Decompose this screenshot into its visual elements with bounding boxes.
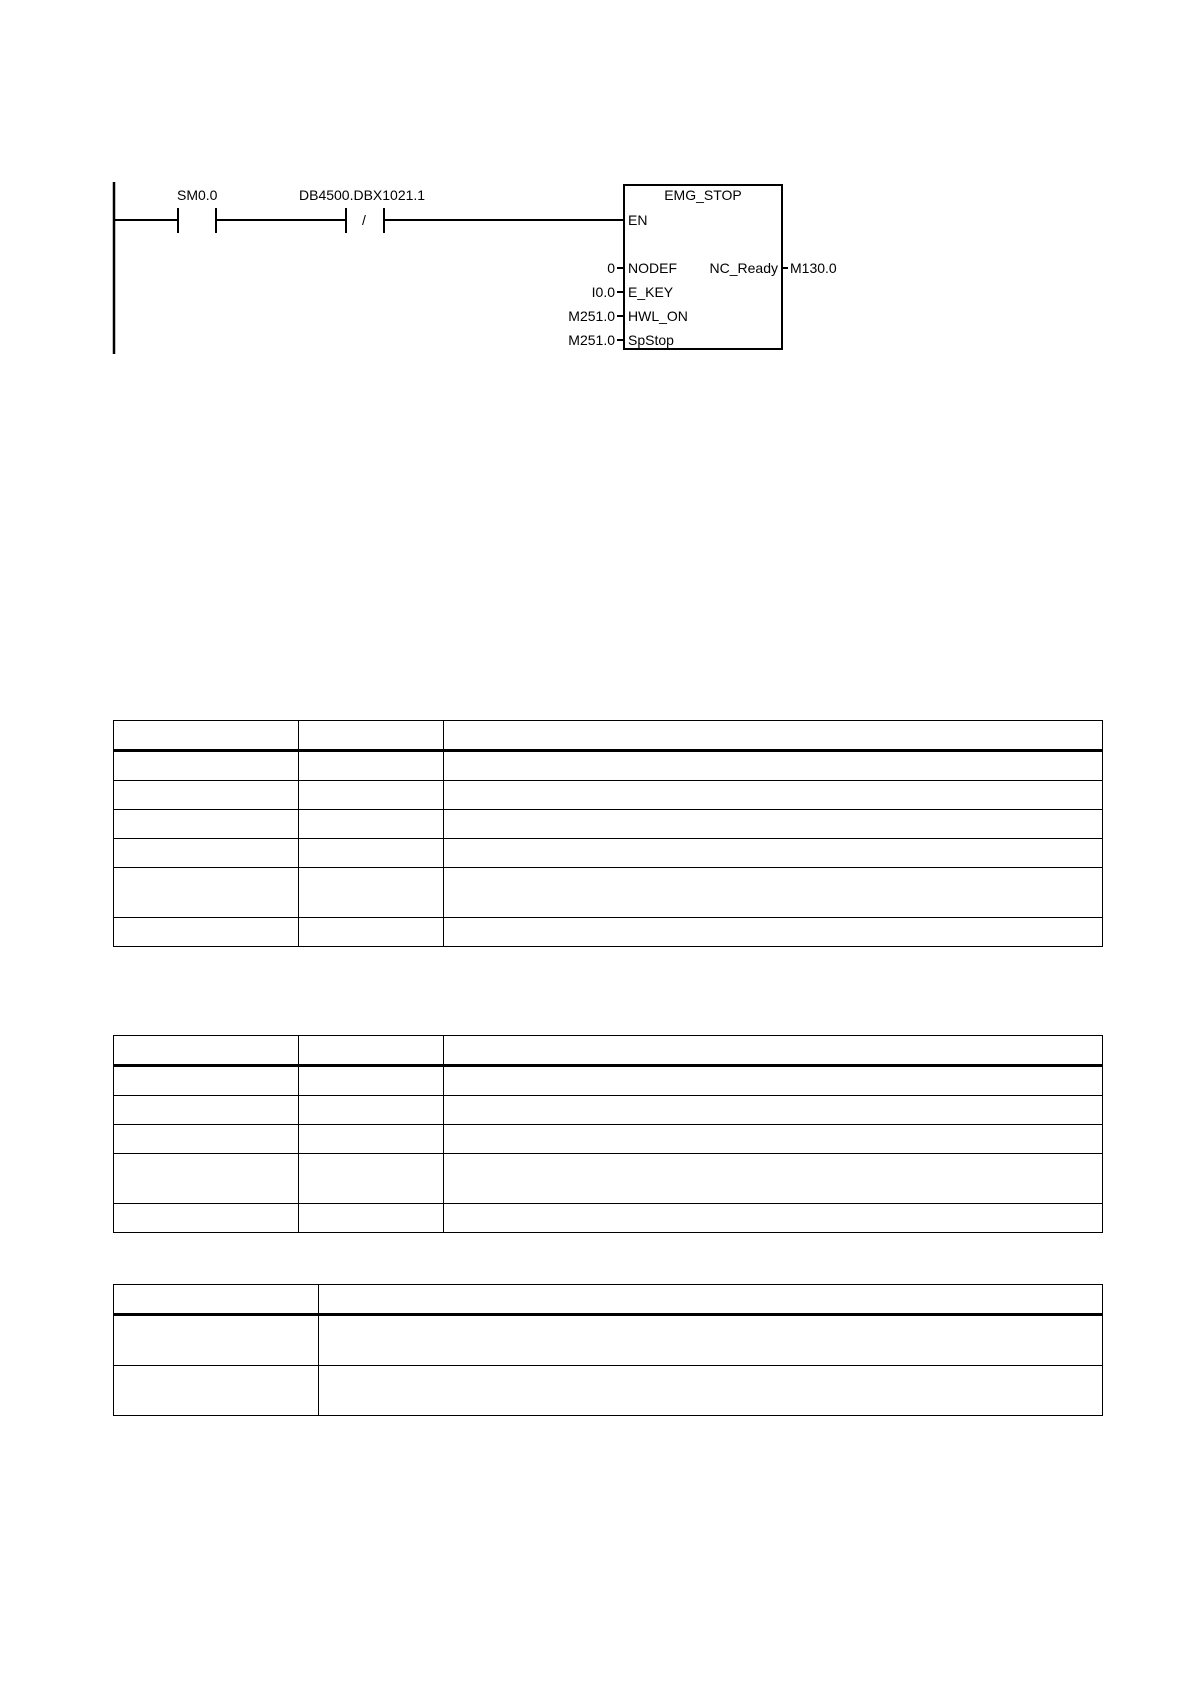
table-cell <box>114 751 299 781</box>
table-row <box>114 868 1103 918</box>
table-cell <box>444 1125 1103 1154</box>
table-header-row <box>114 721 1103 751</box>
contact-no-sm0-0 <box>178 208 216 233</box>
outputs-table <box>113 1035 1103 1233</box>
table-cell <box>444 751 1103 781</box>
inputs-table <box>113 720 1103 947</box>
header-cell <box>299 721 444 751</box>
table-row <box>114 1154 1103 1204</box>
input-pin-label: SpStop <box>628 332 674 348</box>
table-cell <box>114 1154 299 1204</box>
table-row <box>114 1125 1103 1154</box>
notes-table <box>113 1284 1103 1416</box>
input-pin-hwl-on <box>568 308 688 324</box>
output-value: M130.0 <box>790 260 837 276</box>
block-name: EMG_STOP <box>664 187 742 203</box>
table-row <box>114 1204 1103 1233</box>
table-cell <box>444 781 1103 810</box>
table-cell <box>299 1154 444 1204</box>
table-row <box>114 839 1103 868</box>
input-value: M251.0 <box>568 332 615 348</box>
table-cell <box>114 918 299 947</box>
en-pin-label: EN <box>628 212 648 228</box>
header-cell <box>114 721 299 751</box>
table-row <box>114 751 1103 781</box>
table-cell <box>444 810 1103 839</box>
table-cell <box>114 1096 299 1125</box>
ladder-diagram <box>0 0 1191 380</box>
table-cell <box>114 839 299 868</box>
output-pin-label: NC_Ready <box>709 260 778 276</box>
table-cell <box>444 839 1103 868</box>
header-cell <box>114 1036 299 1066</box>
header-cell <box>319 1285 1103 1315</box>
table-cell <box>299 1125 444 1154</box>
table-row <box>114 1096 1103 1125</box>
table-cell <box>114 1366 319 1416</box>
table-row <box>114 918 1103 947</box>
table-cell <box>444 1154 1103 1204</box>
header-cell <box>444 721 1103 751</box>
table-cell <box>444 1066 1103 1096</box>
table-row <box>114 1315 1103 1366</box>
contact-2-negation-mark: / <box>362 212 366 228</box>
table-cell <box>114 781 299 810</box>
input-pin-e-key <box>592 284 674 300</box>
input-pin-spstop <box>568 332 674 348</box>
header-cell <box>114 1285 319 1315</box>
input-value: M251.0 <box>568 308 615 324</box>
header-cell <box>299 1036 444 1066</box>
table-cell <box>114 868 299 918</box>
table-cell <box>299 751 444 781</box>
contact-2-label: DB4500.DBX1021.1 <box>299 187 426 203</box>
table-row <box>114 781 1103 810</box>
table-cell <box>299 839 444 868</box>
table-cell <box>299 1066 444 1096</box>
table-cell <box>299 868 444 918</box>
table-cell <box>299 918 444 947</box>
table-row <box>114 1366 1103 1416</box>
table-cell <box>114 1066 299 1096</box>
table-cell <box>319 1315 1103 1366</box>
table-cell <box>444 868 1103 918</box>
input-value: I0.0 <box>591 284 615 300</box>
table-row <box>114 1066 1103 1096</box>
contact-1-label: SM0.0 <box>177 187 218 203</box>
table-cell <box>444 1096 1103 1125</box>
table-cell <box>114 1315 319 1366</box>
table-cell <box>299 1096 444 1125</box>
table-header-row <box>114 1036 1103 1066</box>
header-cell <box>444 1036 1103 1066</box>
output-pin-nc-ready <box>710 260 837 276</box>
input-value: 0 <box>607 260 615 276</box>
table-cell <box>299 1204 444 1233</box>
input-pin-label: E_KEY <box>628 284 674 300</box>
input-pin-label: NODEF <box>628 260 677 276</box>
table-cell <box>444 1204 1103 1233</box>
input-pin-label: HWL_ON <box>628 308 688 324</box>
table-cell <box>299 810 444 839</box>
table-cell <box>114 1125 299 1154</box>
table-cell <box>444 918 1103 947</box>
input-pin-nodef <box>607 260 677 276</box>
table-header-row <box>114 1285 1103 1315</box>
table-row <box>114 810 1103 839</box>
table-cell <box>114 1204 299 1233</box>
table-cell <box>299 781 444 810</box>
table-cell <box>319 1366 1103 1416</box>
table-cell <box>114 810 299 839</box>
